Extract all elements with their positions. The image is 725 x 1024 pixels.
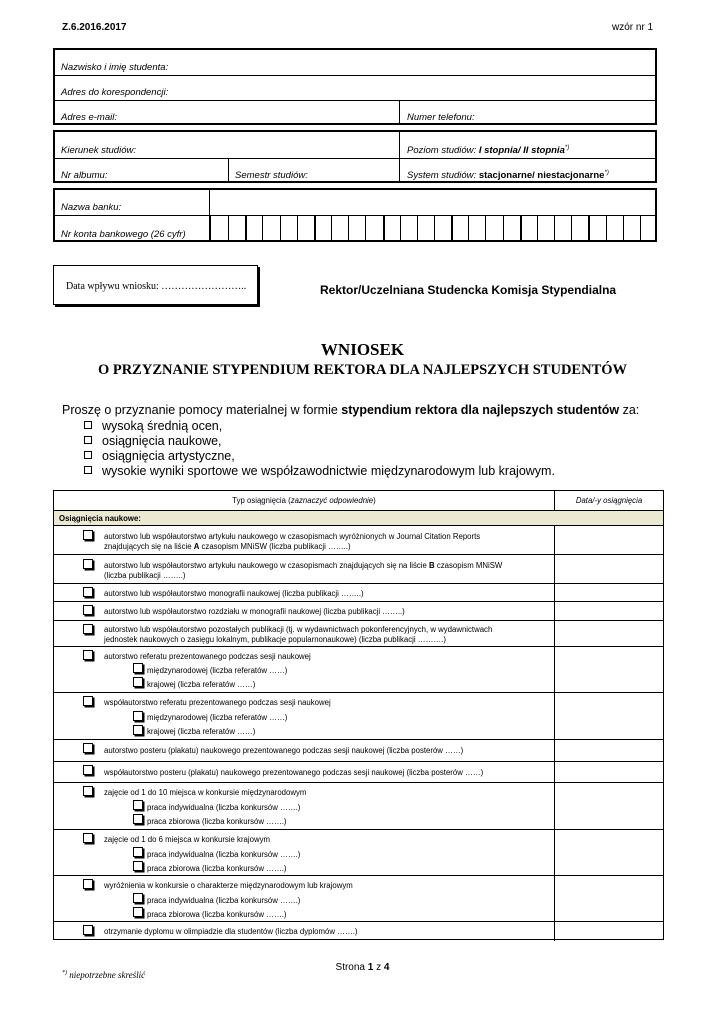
- account-digit-divider: [314, 215, 316, 242]
- table-row: współautorstwo referatu prezentowanego podczas sesji naukowej międzynarodowej (liczba referatów ……) krajowej (liczba referatów ……): [54, 692, 663, 740]
- account-digit-divider: [434, 215, 435, 242]
- account-row[interactable]: [55, 215, 655, 242]
- name-label: Nazwisko i imię studenta:: [61, 62, 169, 73]
- checkbox[interactable]: [83, 559, 93, 569]
- intro-bold: stypendium rektora dla najlepszych studentów: [341, 403, 620, 417]
- page-number: Strona 1 z 4: [335, 962, 390, 973]
- footnote: *) niepotrzebne skreślić: [62, 970, 146, 980]
- address-row[interactable]: [55, 75, 655, 101]
- system-field: [407, 170, 609, 181]
- checkbox[interactable]: [83, 833, 93, 843]
- bullet-square-icon: [84, 466, 92, 474]
- checkbox[interactable]: [83, 765, 93, 775]
- system-note: *): [604, 169, 609, 176]
- checkbox[interactable]: [133, 677, 143, 687]
- name-row[interactable]: [55, 50, 655, 76]
- table-header-row: [54, 491, 663, 510]
- account-digit-divider: [520, 215, 522, 242]
- account-digit-divider: [571, 215, 572, 242]
- checkbox[interactable]: [133, 663, 143, 673]
- bank-label: Nazwa banku:: [61, 202, 122, 213]
- account-digit-divider: [365, 215, 366, 242]
- field-label: Kierunek studiów:: [61, 145, 136, 156]
- student-data-block: [53, 48, 657, 125]
- bullet-item: osiągnięcia naukowe,: [84, 434, 222, 448]
- checkbox[interactable]: [83, 624, 93, 634]
- account-label: Nr konta bankowego (26 cyfr): [61, 229, 186, 240]
- table-row: autorstwo lub współautorstwo artykułu naukowego w czasopismach znajdujących się na liście B czasopism MNiSW (liczba publikacji ……..): [54, 554, 663, 584]
- account-digit-divider: [331, 215, 332, 242]
- table-row: zajęcie od 1 do 6 miejsca w konkursie krajowym praca indywidualna (liczba konkursów …….) praca zbiorowa (liczba konkursów …….): [54, 829, 663, 876]
- checkbox[interactable]: [133, 725, 143, 735]
- checkbox[interactable]: [83, 605, 93, 615]
- account-digit-divider: [606, 215, 607, 242]
- level-field: [407, 145, 569, 156]
- account-digit-divider: [400, 215, 401, 242]
- table-row: autorstwo lub współautorstwo artykułu naukowego w czasopismach wyróżnionych w Journal Citation Reports znajdujących się na liście A czasopism MNiSW (liczba publikacji ……..): [54, 525, 663, 555]
- page-title: WNIOSEK: [320, 340, 405, 359]
- field-level-row[interactable]: [55, 132, 655, 159]
- type-header: Typ osiągnięcia (zaznaczyć odpowiednie): [232, 496, 376, 505]
- page-subtitle: O PRZYZNANIE STYPENDIUM REKTORA DLA NAJLEPSZYCH STUDENTÓW: [97, 362, 628, 378]
- form-number: wzór nr 1: [612, 22, 654, 33]
- checkbox[interactable]: [83, 743, 93, 753]
- checkbox[interactable]: [133, 893, 143, 903]
- checkbox[interactable]: [133, 907, 143, 917]
- phone-label: Numer telefonu:: [407, 112, 475, 123]
- checkbox[interactable]: [133, 847, 143, 857]
- checkbox[interactable]: [83, 925, 93, 935]
- address-label: Adres do korespondencji:: [61, 87, 169, 98]
- checkbox[interactable]: [83, 650, 93, 660]
- account-digit-divider: [623, 215, 624, 242]
- checkbox[interactable]: [83, 786, 93, 796]
- intro-text: Proszę o przyznanie pomocy materialnej w formie stypendium rektora dla najlepszych studentów za:: [62, 403, 640, 417]
- table-row: współautorstwo posteru (plakatu) naukowego prezentowanego podczas sesji naukowej (liczba posterów ……): [54, 761, 663, 783]
- account-digit-divider: [228, 215, 229, 242]
- date-received-label: Data wpływu wniosku: ……………………..: [66, 281, 247, 292]
- level-note: *): [564, 144, 570, 151]
- table-row: autorstwo posteru (plakatu) naukowego prezentowanego podczas sesji naukowej (liczba posterów ……): [54, 739, 663, 762]
- account-digit-divider: [503, 215, 504, 242]
- system-value: stacjonarne/ niestacjonarne: [478, 170, 605, 181]
- email-phone-row[interactable]: [55, 100, 655, 125]
- date-received-box: [53, 265, 258, 305]
- bullet-square-icon: [84, 436, 92, 444]
- account-digit-divider: [554, 215, 555, 242]
- account-digit-divider: [588, 215, 590, 242]
- account-digit-divider: [485, 215, 486, 242]
- account-digit-divider: [468, 215, 469, 242]
- section-title: Osiągnięcia naukowe:: [59, 514, 141, 523]
- table-row: autorstwo lub współautorstwo pozostałych publikacji (tj. w wydawnictwach pokonferencyjnych, w wydawnictwach jednostek naukowych o zasięgu lokalnym, publikacje popularnonaukowe) (liczba publikacji ……….): [54, 620, 663, 647]
- account-digit-divider: [537, 215, 538, 242]
- checkbox[interactable]: [83, 696, 93, 706]
- checkbox[interactable]: [83, 879, 93, 889]
- checkbox[interactable]: [133, 800, 143, 810]
- album-label: Nr albumu:: [61, 170, 108, 181]
- table-row: autorstwo lub współautorstwo monografii naukowej (liczba publikacji ……..): [54, 583, 663, 602]
- table-row: autorstwo lub współautorstwo rozdziału w monografii naukowej (liczba publikacji ……..): [54, 601, 663, 621]
- checkbox[interactable]: [83, 530, 93, 540]
- semester-label: Semestr studiów:: [235, 170, 308, 181]
- bullet-item: wysokie wyniki sportowe we współzawodnictwie międzynarodowym lub krajowym.: [84, 464, 555, 478]
- account-digit-divider: [383, 215, 385, 242]
- account-digit-divider: [280, 215, 281, 242]
- form-code: Z.6.2016.2017: [62, 22, 127, 33]
- checkbox[interactable]: [133, 711, 143, 721]
- account-digit-divider: [640, 215, 641, 242]
- table-row: autorstwo referatu prezentowanego podczas sesji naukowej międzynarodowej (liczba referatów ……) krajowej (liczba referatów ……): [54, 646, 663, 693]
- table-row: wyróżnienia w konkursie o charakterze międzynarodowym lub krajowym praca indywidualna (liczba konkursów …….) praca zbiorowa (liczba konkursów …….): [54, 875, 663, 922]
- account-digit-divider: [417, 215, 418, 242]
- account-digit-divider: [297, 215, 298, 242]
- system-label: System studiów:: [407, 170, 477, 181]
- account-digit-divider: [245, 215, 247, 242]
- account-digit-divider: [451, 215, 453, 242]
- recipient: Rektor/Uczelniana Studencka Komisja Stypendialna: [320, 283, 617, 297]
- checkbox[interactable]: [133, 814, 143, 824]
- bank-row[interactable]: [55, 190, 655, 216]
- album-semester-row[interactable]: [55, 158, 655, 183]
- account-digit-divider: [262, 215, 263, 242]
- bullet-square-icon: [84, 421, 92, 429]
- table-row: otrzymanie dyplomu w olimpiadzie dla studentów (liczba dyplomów …….): [54, 921, 663, 941]
- account-digit-divider: [348, 215, 349, 242]
- section-row: [54, 510, 663, 526]
- bullet-item: wysoką średnią ocen,: [84, 419, 222, 433]
- level-value: I stopnia/ II stopnia: [478, 145, 565, 156]
- email-label: Adres e-mail:: [61, 112, 117, 123]
- bullet-square-icon: [84, 451, 92, 459]
- table-row: zajęcie od 1 do 10 miejsca w konkursie międzynarodowym praca indywidualna (liczba konkursów …….) praca zbiorowa (liczba konkursów …….): [54, 782, 663, 830]
- checkbox[interactable]: [83, 587, 93, 597]
- bank-data-block: [53, 188, 657, 242]
- date-header: Data/-y osiągnięcia: [575, 496, 643, 505]
- achievements-table: [53, 490, 664, 940]
- study-data-block: [53, 130, 657, 183]
- bullet-item: osiągnięcia artystyczne,: [84, 449, 235, 463]
- checkbox[interactable]: [133, 861, 143, 871]
- level-label: Poziom studiów:: [407, 145, 477, 156]
